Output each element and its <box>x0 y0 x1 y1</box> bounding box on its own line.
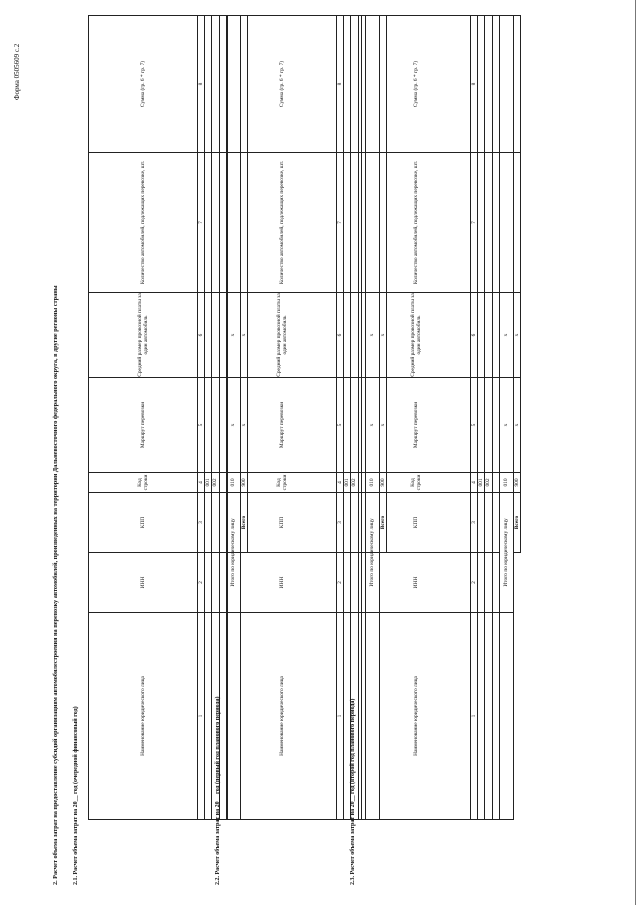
col-header-kpp: КПП <box>89 493 198 553</box>
column-number-row: 1 2 3 4 5 6 7 8 <box>337 16 344 820</box>
subtotal-label: Итого по юридическому лицу <box>226 493 240 613</box>
col-header-route: Маршрут перевозки <box>89 378 198 473</box>
subtotal-row: Итого по юридическому лицу 010 x x <box>499 16 513 820</box>
col-header-name: Наименование юридического лица <box>89 613 198 820</box>
expense-table-1 <box>88 15 248 820</box>
column-number-row: 1 2 3 4 5 6 7 8 <box>198 16 205 820</box>
subsection-title-1: 2.1. Расчет объема затрат на 20__ год (очередной финансовый год) <box>73 706 79 885</box>
table-row: 002 <box>351 16 358 820</box>
table-row: 001 <box>205 16 212 820</box>
subsection-title-3: 2.3. Расчет объема затрат на 20__ год (второй год планового периода) <box>350 698 356 885</box>
table-row: 001 <box>344 16 351 820</box>
expense-table-3 <box>361 15 521 820</box>
subtotal-row: Итого по юридическому лицу 010 x x <box>226 16 240 820</box>
subsection-title-2: 2.2. Расчет объема затрат на 20__ год (первый год планового периода) <box>215 696 221 885</box>
form-code: Форма 0505609 с.2 <box>13 43 21 100</box>
column-number-row: 1 2 3 4 5 6 7 8 <box>471 16 478 820</box>
table-row <box>492 16 499 820</box>
table-row: 002 <box>485 16 492 820</box>
header-row: Наименование юридического лица ИНН КПП Код строки Маршрут перевозки Средний размер провозной платы за один автомобиль Количество автомобилей, подлежащих перевозке, шт. Сумма (гр. 6 * гр. 7) <box>362 16 471 820</box>
col-header-avg-fare: Средний размер провозной платы за один автомобиль <box>89 293 198 378</box>
section-heading: 2. Расчет объема затрат на предоставление субсидий организациям автомобилестроения на перевозку автомобилей, произведенных на территории Дальневосточного федерального округа, в другие регионы страны <box>52 285 59 885</box>
col-header-line-code: Код строки <box>89 473 198 493</box>
total-row: Всего 900 x x <box>513 16 520 820</box>
col-header-vehicle-count: Количество автомобилей, подлежащих перевозке, шт. <box>89 153 198 293</box>
total-row: Всего 900 x x <box>379 16 386 820</box>
total-label: Всего <box>240 493 247 553</box>
header-row <box>89 16 198 820</box>
subtotal-row: Итого по юридическому лицу 010 x x <box>365 16 379 820</box>
col-header-inn: ИНН <box>89 553 198 613</box>
col-header-sum: Сумма (гр. 6 * гр. 7) <box>89 16 198 153</box>
table-row: 002 <box>212 16 219 820</box>
table-row: 001 <box>478 16 485 820</box>
total-row: Всего 900 x x <box>240 16 247 820</box>
header-row: Наименование юридического лица ИНН КПП Код строки Маршрут перевозки Средний размер провозной платы за один автомобиль Количество автомобилей, подлежащих перевозке, шт. Сумма (гр. 6 * гр. 7) <box>228 16 337 820</box>
